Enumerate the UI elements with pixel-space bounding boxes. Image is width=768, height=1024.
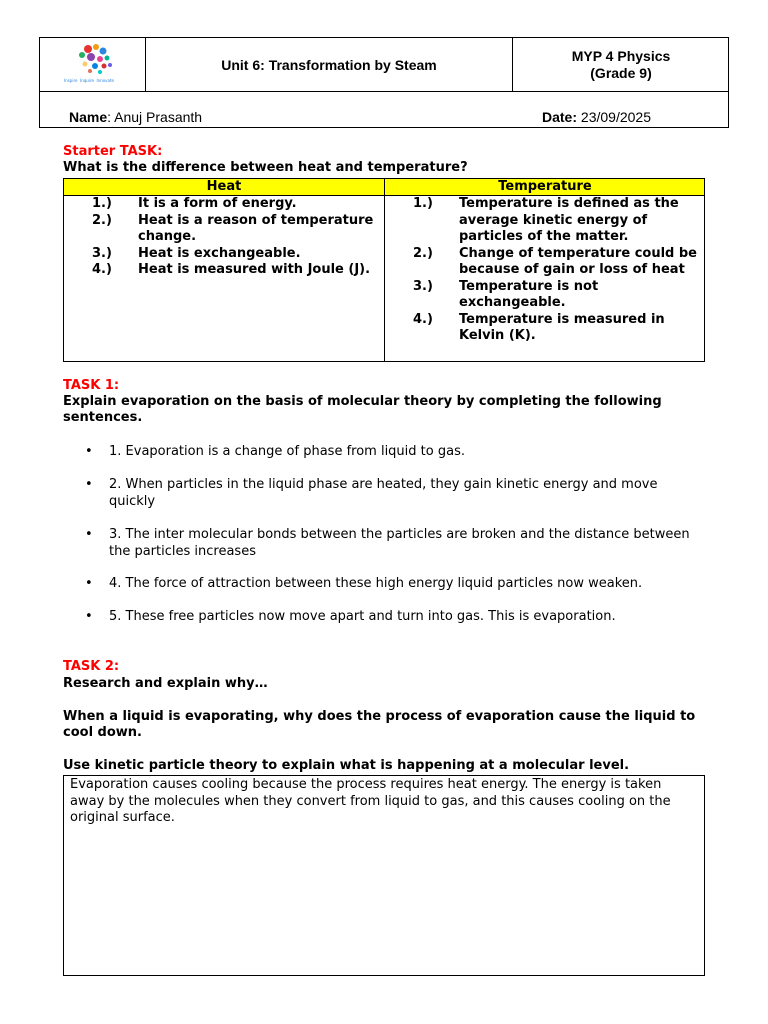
list-item: • 3. The inter molecular bonds between the particles are broken and the distance between the particles increases: [85, 527, 690, 559]
subject-title: MYP 4 Physics: [571, 48, 671, 64]
answer-box[interactable]: Evaporation causes cooling because the process requires heat energy. The energy is taken away by the molecules when they convert from liquid to gas, and this causes cooling on the original surface.: [63, 775, 705, 976]
subject-cell: [513, 38, 729, 92]
student-name: [69, 109, 202, 125]
task2-instruction: Use kinetic particle theory to explain what is happening at a molecular level.: [63, 758, 630, 773]
list-item: • 1. Evaporation is a change of phase from liquid to gas.: [85, 444, 465, 459]
column-divider: [384, 179, 385, 361]
starter-task-label: Starter TASK:: [63, 144, 163, 159]
temperature-item: 1.) Temperature is defined as the average kinetic energy of particles of the matter.: [413, 196, 679, 244]
starter-question: What is the difference between heat and temperature?: [63, 160, 468, 175]
temperature-item: 3.) Temperature is not exchangeable.: [413, 278, 599, 310]
list-item: • 2. When particles in the liquid phase are heated, they gain kinetic energy and move quickly: [85, 477, 658, 509]
task2-label: TASK 2:: [63, 659, 120, 674]
header-row-top: [40, 38, 728, 92]
temperature-column-header: Temperature: [498, 179, 592, 194]
header-table: [39, 37, 729, 128]
temperature-item: 2.) Change of temperature could be because of gain or loss of heat: [413, 245, 697, 277]
list-item: • 4. The force of attraction between these high energy liquid particles now weaken.: [85, 576, 643, 591]
header-row-bottom: [40, 92, 728, 128]
date-label: Date:: [542, 109, 578, 125]
heat-temperature-table: [63, 178, 705, 362]
heat-list: [92, 196, 378, 279]
name-value: : Anuj Prasanth: [107, 109, 203, 125]
name-label: Name: [69, 109, 108, 125]
school-logo-icon: [40, 38, 146, 92]
task1-instruction: Explain evaporation on the basis of molecular theory by completing the following sentences.: [63, 394, 662, 425]
task2-question: When a liquid is evaporating, why does the process of evaporation cause the liquid to cool down.: [63, 709, 696, 740]
heat-item: 3.) Heat is exchangeable.: [92, 245, 301, 261]
heat-item: 1.) It is a form of energy.: [92, 196, 297, 211]
logo-cell: [40, 38, 146, 92]
date: [542, 109, 651, 125]
temperature-list: [413, 196, 703, 345]
logo-tagline: Inspire Inquire Innovate: [64, 78, 115, 83]
heat-item: 4.) Heat is measured with Joule (J).: [92, 262, 371, 277]
grade-label: (Grade 9): [590, 65, 652, 81]
temperature-item: 4.) Temperature is measured in Kelvin (K).: [413, 311, 665, 343]
date-value: 23/09/2025: [577, 109, 651, 125]
heat-item: 2.) Heat is a reason of temperature change.: [92, 212, 374, 244]
task1-label: TASK 1:: [63, 378, 120, 393]
heat-column-header: Heat: [206, 179, 242, 194]
unit-title: Unit 6: Transformation by Steam: [146, 38, 513, 92]
list-item: • 5. These free particles now move apart and turn into gas. This is evaporation.: [85, 609, 616, 624]
task2-prompt: Research and explain why…: [63, 676, 268, 691]
